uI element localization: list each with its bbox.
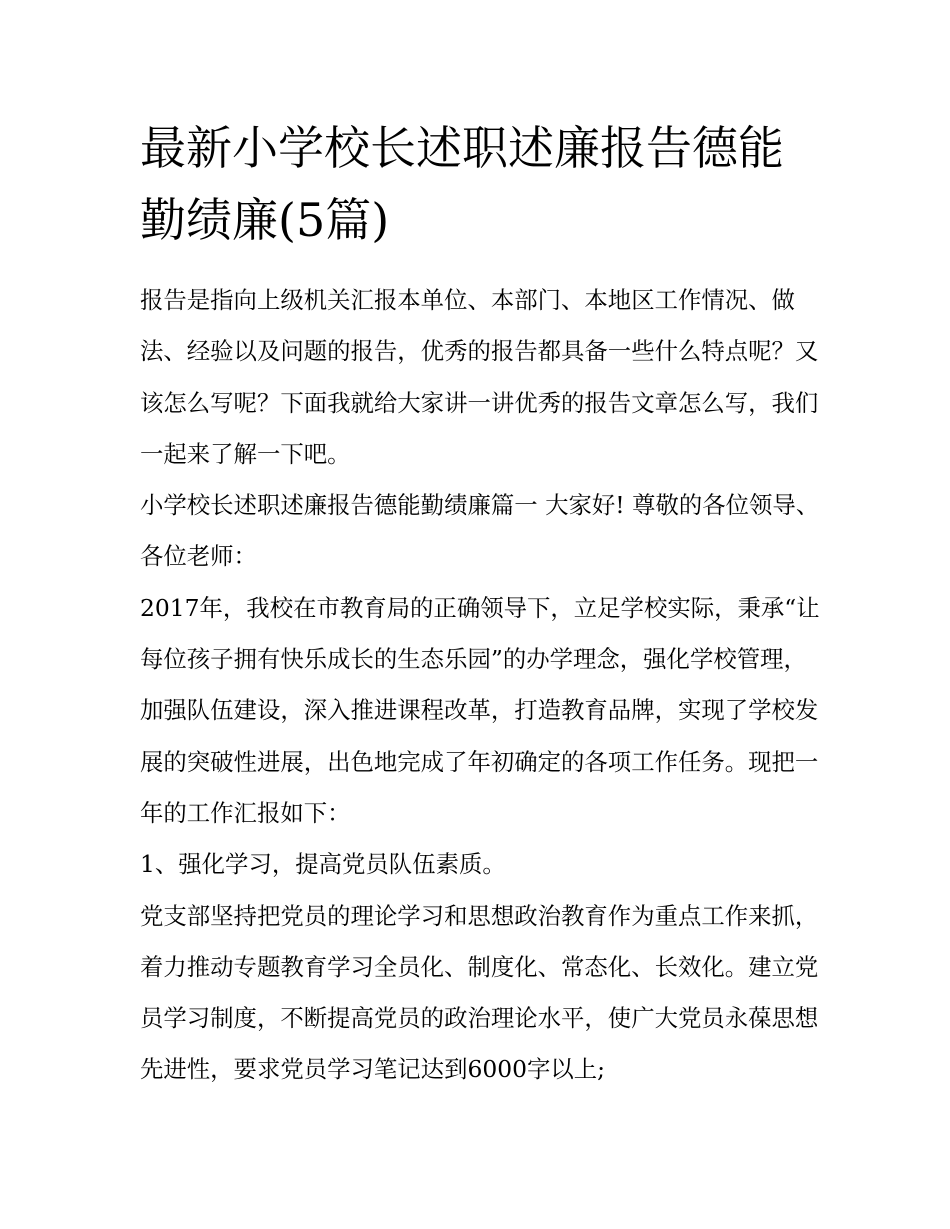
paragraph-section-heading: 小学校长述职述廉报告德能勤绩廉篇一 大家好! 尊敬的各位领导、各位老师：: [140, 491, 820, 571]
document-title: 最新小学校长述职述廉报告德能勤绩廉(5篇): [140, 121, 784, 247]
document-body: [140, 275, 820, 1096]
paragraph-intro: 报告是指向上级机关汇报本单位、本部门、本地区工作情况、做法、经验以及问题的报告，优秀的报告都具备一些什么特点呢？又该怎么写呢？下面我就给大家讲一讲优秀的报告文章怎么写，我们一起来了解一下吧。: [140, 286, 819, 468]
paragraph-item-heading: 1、强化学习，提高党员队伍素质。: [140, 850, 506, 879]
paragraph-party-study: 党支部坚持把党员的理论学习和思想政治教育作为重点工作来抓，着力推动专题教育学习全员化、制度化、常态化、长效化。建立党员学习制度，不断提高党员的政治理论水平，使广大党员永葆思想先进性，要求党员学习笔记达到6000字以上;: [140, 901, 819, 1084]
paragraph-summary: 2017年，我校在市教育局的正确领导下，立足学校实际，秉承“让每位孩子拥有快乐成长的生态乐园”的办学理念，强化学校管理，加强队伍建设，深入推进课程改革，打造教育品牌，实现了学校发展的突破性进展，出色地完成了年初确定的各项工作任务。现把一年的工作汇报如下：: [140, 593, 820, 827]
